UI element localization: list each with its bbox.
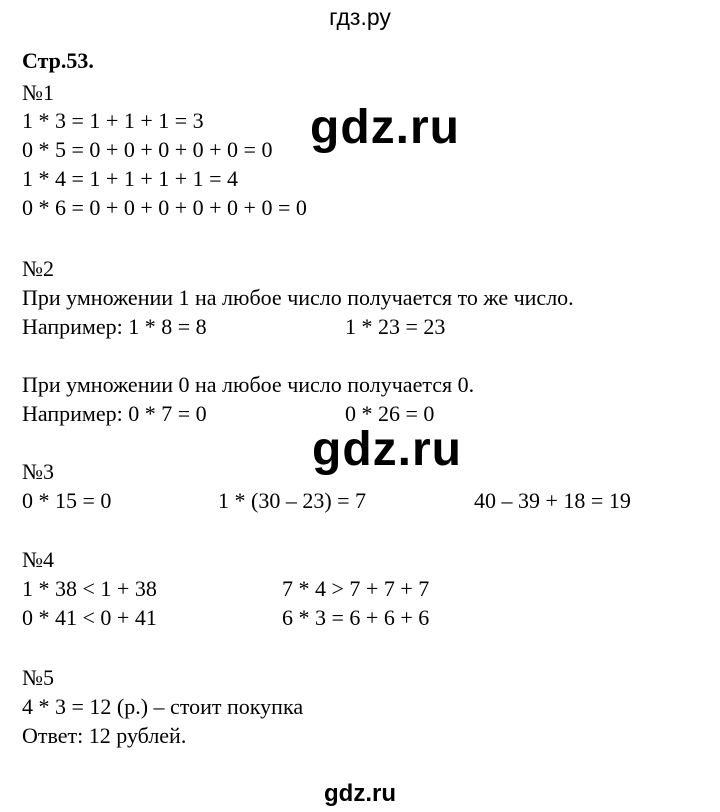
task2-example: Например: 0 * 7 = 0 xyxy=(22,401,207,426)
site-header: гдз.ру xyxy=(329,4,391,30)
footer-watermark: gdz.ru xyxy=(324,780,396,807)
task2-example: 1 * 23 = 23 xyxy=(345,314,446,339)
task3-item: 1 * (30 – 23) = 7 xyxy=(218,488,367,513)
task2-rule: При умножении 0 на любое число получается 0. xyxy=(22,372,475,397)
task2-number: №2 xyxy=(22,256,54,281)
task2-rule: При умножении 1 на любое число получается то же число. xyxy=(22,285,574,310)
task4-item: 6 * 3 = 6 + 6 + 6 xyxy=(282,605,430,630)
task4-number: №4 xyxy=(22,547,54,572)
task4-item: 7 * 4 > 7 + 7 + 7 xyxy=(282,576,430,601)
task1-line: 1 * 3 = 1 + 1 + 1 = 3 xyxy=(22,108,204,133)
page-title: Стр.53. xyxy=(22,48,94,73)
task5-answer: Ответ: 12 рублей. xyxy=(22,723,187,748)
task1-line: 1 * 4 = 1 + 1 + 1 + 1 = 4 xyxy=(22,166,239,191)
task2-example: Например: 1 * 8 = 8 xyxy=(22,314,207,339)
task3-number: №3 xyxy=(22,459,54,484)
task1-number: №1 xyxy=(22,80,54,105)
task5-number: №5 xyxy=(22,665,54,690)
watermark: gdz.ru xyxy=(312,423,462,476)
task1-line: 0 * 5 = 0 + 0 + 0 + 0 + 0 = 0 xyxy=(22,137,273,162)
task3-item: 40 – 39 + 18 = 19 xyxy=(474,488,631,513)
task5-solution: 4 * 3 = 12 (р.) – стоит покупка xyxy=(22,694,304,719)
task1-line: 0 * 6 = 0 + 0 + 0 + 0 + 0 + 0 = 0 xyxy=(22,195,307,220)
task4-item: 0 * 41 < 0 + 41 xyxy=(22,605,157,630)
watermark: gdz.ru xyxy=(310,101,460,154)
task4-item: 1 * 38 < 1 + 38 xyxy=(22,576,157,601)
task3-item: 0 * 15 = 0 xyxy=(22,488,112,513)
task2-example: 0 * 26 = 0 xyxy=(345,401,435,426)
